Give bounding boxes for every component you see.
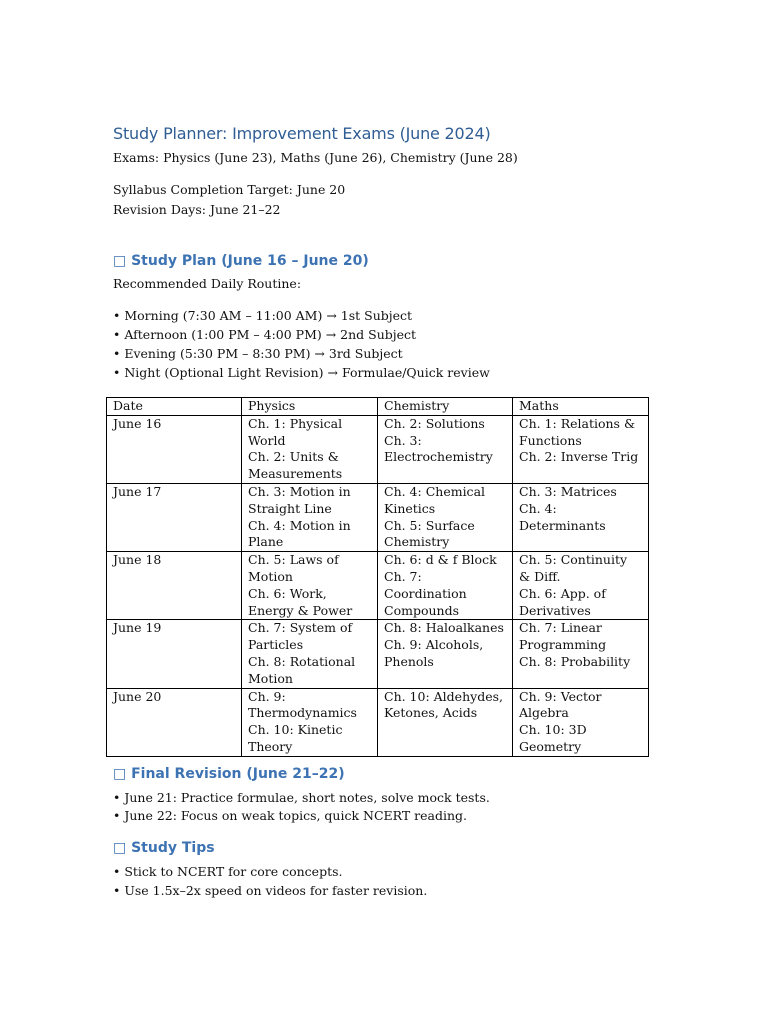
physics-cell [242, 620, 378, 688]
chemistry-chapter: Ch. 8: Haloalkanes [384, 620, 504, 636]
physics-chapter: Ch. 8: Rotational Motion [248, 653, 356, 686]
chemistry-chapter: Ch. 5: Surface Chemistry [384, 517, 475, 550]
column-header-maths: Maths [513, 398, 649, 416]
column-header-chemistry: Chemistry [378, 398, 513, 416]
physics-chapter: Ch. 7: System of Particles [248, 620, 353, 653]
maths-chapter: Ch. 7: Linear Programming [519, 620, 607, 653]
chemistry-cell [378, 688, 513, 756]
chemistry-chapter: Ch. 7: Coordination Compounds [384, 568, 467, 618]
study-tip-item: • Stick to NCERT for core concepts. [113, 864, 343, 879]
routine-item-evening: • Evening (5:30 PM – 8:30 PM) → 3rd Subject [113, 346, 403, 361]
physics-chapter: Ch. 4: Motion in Plane [248, 517, 351, 550]
chemistry-chapter: Ch. 6: d & f Block [384, 552, 497, 568]
column-header-date: Date [107, 398, 242, 416]
study-plan-heading: □ Study Plan (June 16 – June 20) [113, 253, 369, 269]
physics-cell [242, 552, 378, 620]
table-row [107, 483, 649, 551]
physics-chapter: Ch. 6: Work, Energy & Power [248, 585, 353, 618]
maths-chapter: Ch. 3: Matrices [519, 483, 617, 499]
maths-cell [513, 552, 649, 620]
chemistry-chapter: Ch. 3: Electrochemistry [384, 432, 493, 465]
maths-cell [513, 620, 649, 688]
physics-chapter: Ch. 5: Laws of Motion [248, 552, 339, 584]
chemistry-chapter: Ch. 10: Aldehydes, Ketones, Acids [384, 688, 503, 721]
physics-chapter: Ch. 10: Kinetic Theory [248, 722, 343, 754]
physics-chapter: Ch. 3: Motion in Straight Line [248, 483, 351, 516]
date-cell: June 19 [107, 620, 242, 688]
maths-chapter: Ch. 1: Relations & Functions [519, 415, 636, 448]
final-revision-heading: □ Final Revision (June 21–22) [113, 766, 345, 782]
date-cell: June 16 [107, 415, 242, 483]
exams-line: Exams: Physics (June 23), Maths (June 26), Chemistry (June 28) [113, 150, 518, 165]
maths-chapter: Ch. 2: Inverse Trig [519, 449, 639, 465]
maths-chapter: Ch. 10: 3D Geometry [519, 722, 587, 754]
maths-chapter: Ch. 9: Vector Algebra [519, 688, 602, 721]
final-revision-item: • June 22: Focus on weak topics, quick NCERT reading. [113, 808, 468, 823]
physics-cell [242, 483, 378, 551]
maths-chapter: Ch. 6: App. of Derivatives [519, 585, 606, 618]
chemistry-cell [378, 620, 513, 688]
chemistry-cell [378, 552, 513, 620]
chemistry-chapter: Ch. 9: Alcohols, Phenols [384, 637, 484, 669]
study-plan-table [106, 397, 649, 757]
final-revision-item: • June 21: Practice formulae, short notes, solve mock tests. [113, 790, 490, 805]
routine-item-night: • Night (Optional Light Revision) → Formulae/Quick review [113, 365, 490, 380]
physics-cell [242, 688, 378, 756]
date-cell: June 18 [107, 552, 242, 620]
table-row [107, 620, 649, 688]
maths-cell [513, 688, 649, 756]
maths-chapter: Ch. 8: Probability [519, 653, 631, 669]
chemistry-cell [378, 483, 513, 551]
date-cell: June 17 [107, 483, 242, 551]
study-tip-item: • Use 1.5x–2x speed on videos for faster revision. [113, 883, 428, 898]
revision-days: Revision Days: June 21–22 [113, 202, 281, 217]
page-title: Study Planner: Improvement Exams (June 2024) [113, 124, 491, 143]
table-row [107, 552, 649, 620]
column-header-physics: Physics [242, 398, 378, 416]
physics-chapter: Ch. 9: Thermodynamics [248, 688, 357, 721]
chemistry-cell [378, 415, 513, 483]
study-tips-heading: □ Study Tips [113, 840, 215, 856]
table-header-row [107, 398, 649, 416]
maths-cell [513, 415, 649, 483]
chemistry-chapter: Ch. 4: Chemical Kinetics [384, 483, 486, 516]
maths-chapter: Ch. 5: Continuity & Diff. [519, 552, 628, 584]
physics-cell [242, 415, 378, 483]
table-row [107, 415, 649, 483]
routine-item-afternoon: • Afternoon (1:00 PM – 4:00 PM) → 2nd Subject [113, 327, 417, 342]
table-row [107, 688, 649, 756]
date-cell: June 20 [107, 688, 242, 756]
maths-cell [513, 483, 649, 551]
syllabus-target: Syllabus Completion Target: June 20 [113, 182, 346, 197]
physics-chapter: Ch. 2: Units & Measurements [248, 449, 343, 482]
maths-chapter: Ch. 4: Determinants [519, 500, 606, 533]
routine-item-morning: • Morning (7:30 AM – 11:00 AM) → 1st Subject [113, 308, 413, 323]
chemistry-chapter: Ch. 2: Solutions [384, 415, 485, 431]
physics-chapter: Ch. 1: Physical World [248, 415, 343, 448]
routine-label: Recommended Daily Routine: [113, 276, 302, 291]
